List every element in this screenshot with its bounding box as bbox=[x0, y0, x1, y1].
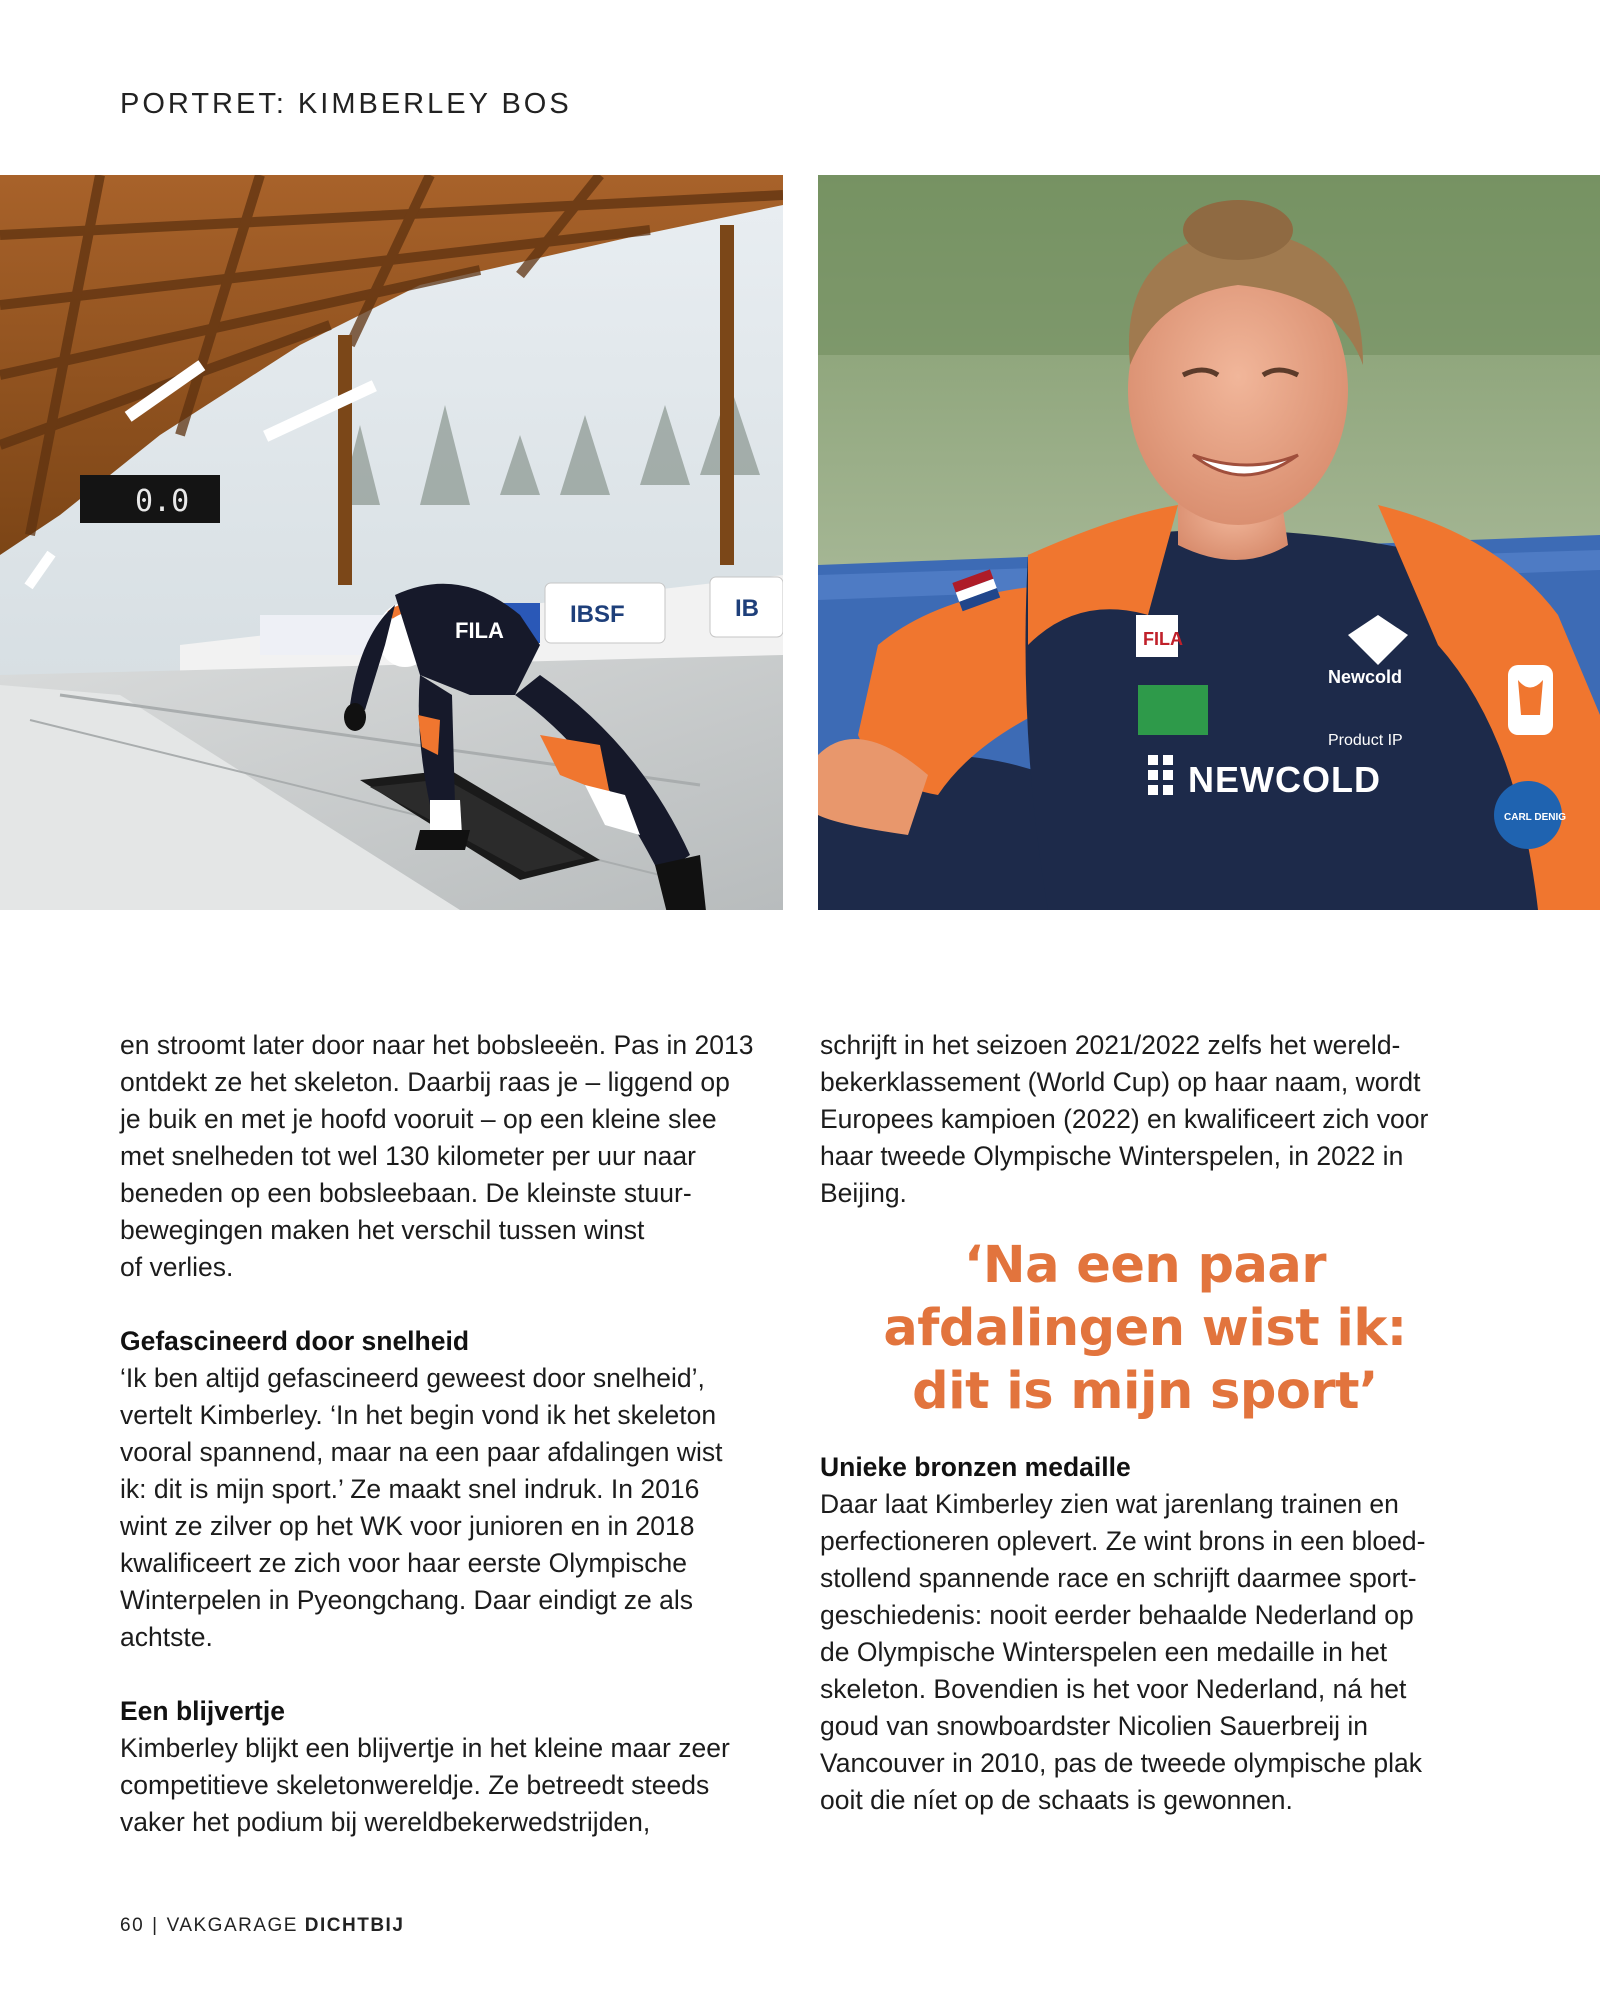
pull-quote-line: afdalingen wist ik: bbox=[883, 1299, 1407, 1358]
page-number: 60 bbox=[120, 1915, 145, 1936]
body-line: Europees kampioen (2022) en kwalificeert zich voor bbox=[820, 1104, 1429, 1134]
product-ip-sponsor: Product IP bbox=[1328, 732, 1403, 749]
body-line: stollend spannende race en schrijft daarmee sport- bbox=[820, 1563, 1417, 1593]
body-line: je buik en met je hoofd vooruit – op een kleine slee bbox=[120, 1104, 717, 1134]
ibsf-banner-label: IBSF bbox=[570, 601, 625, 628]
portrait-illustration bbox=[818, 175, 1600, 910]
body-line: vooral spannend, maar na een paar afdalingen wist bbox=[120, 1437, 723, 1467]
body-line: beneden op een bobsleebaan. De kleinste stuur- bbox=[120, 1178, 692, 1208]
body-line: competitieve skeletonwereldje. Ze betreedt steeds bbox=[120, 1770, 710, 1800]
body-line: achtste. bbox=[120, 1622, 213, 1652]
body-line: geschiedenis: nooit eerder behaalde Nederland op bbox=[820, 1600, 1414, 1630]
body-line: Winterpelen in Pyeongchang. Daar eindigt ze als bbox=[120, 1585, 694, 1615]
magazine-name: VAKGARAGE bbox=[166, 1915, 298, 1936]
body-line: Kimberley blijkt een blijvertje in het kleine maar zeer bbox=[120, 1733, 730, 1763]
subheading-gefascineerd: Gefascineerd door snelheid bbox=[120, 1326, 470, 1356]
body-line: goud van snowboardster Nicolien Sauerbreij in bbox=[820, 1711, 1368, 1741]
subheading-blijvertje: Een blijvertje bbox=[120, 1696, 285, 1726]
newcold-chest-logo: Newcold bbox=[1328, 667, 1403, 687]
magazine-name-bold: DICHTBIJ bbox=[304, 1915, 405, 1936]
section-paragraph-medaille bbox=[820, 1486, 1480, 1819]
body-line: haar tweede Olympische Winterspelen, in 2022 in bbox=[820, 1141, 1404, 1171]
photo-portrait bbox=[818, 175, 1600, 910]
body-line: de Olympische Winterspelen een medaille in het bbox=[820, 1637, 1388, 1667]
body-line: ooit die níet op de schaats is gewonnen. bbox=[820, 1785, 1293, 1815]
body-line: Vancouver in 2010, pas de tweede olympische plak bbox=[820, 1748, 1423, 1778]
body-line: met snelheden tot wel 130 kilometer per uur naar bbox=[120, 1141, 696, 1171]
fila-logo-label: FILA bbox=[1143, 629, 1183, 649]
pull-quote bbox=[820, 1234, 1480, 1423]
body-line: ‘Ik ben altijd gefascineerd geweest door snelheid’, bbox=[120, 1363, 705, 1393]
body-line: bewegingen maken het verschil tussen winst bbox=[120, 1215, 645, 1245]
jersey-fila-label: FILA bbox=[455, 618, 504, 643]
body-line: bekerklassement (World Cup) op haar naam, wordt bbox=[820, 1067, 1421, 1097]
skeleton-start-illustration bbox=[0, 175, 783, 910]
intro-paragraph bbox=[120, 1027, 785, 1286]
body-line: kwalificeert ze zich voor haar eerste Olympische bbox=[120, 1548, 688, 1578]
article-column-left bbox=[120, 1027, 785, 1841]
body-line: ontdekt ze het skeleton. Daarbij raas je – liggend op bbox=[120, 1067, 730, 1097]
scoreboard-readout: 0.0 bbox=[135, 484, 190, 519]
body-line: vaker het podium bij wereldbekerwedstrijden, bbox=[120, 1807, 651, 1837]
subheading-bronzen-medaille: Unieke bronzen medaille bbox=[820, 1452, 1131, 1482]
body-line: ik: dit is mijn sport.’ Ze maakt snel indruk. In 2016 bbox=[120, 1474, 700, 1504]
body-line: schrijft in het seizoen 2021/2022 zelfs het wereld- bbox=[820, 1030, 1401, 1060]
pull-quote-line: ‘Na een paar bbox=[964, 1236, 1326, 1295]
footer-separator: | bbox=[152, 1915, 159, 1936]
photo-skeleton-start bbox=[0, 175, 783, 910]
section-paragraph-blijvertje bbox=[120, 1730, 785, 1841]
body-line: skeleton. Bovendien is het voor Nederland, ná het bbox=[820, 1674, 1407, 1704]
continuation-paragraph bbox=[820, 1027, 1480, 1212]
body-line: vertelt Kimberley. ‘In het begin vond ik het skeleton bbox=[120, 1400, 717, 1430]
page-footer bbox=[120, 1915, 404, 1937]
carl-denig-patch: CARL DENIG bbox=[1504, 812, 1567, 823]
body-line: Beijing. bbox=[820, 1178, 907, 1208]
body-line: en stroomt later door naar het bobsleeën. Pas in 2013 bbox=[120, 1030, 754, 1060]
ibsf-banner-label-2: IB bbox=[735, 595, 759, 622]
body-line: Daar laat Kimberley zien wat jarenlang trainen en bbox=[820, 1489, 1399, 1519]
newcold-jersey-text: NEWCOLD bbox=[1188, 759, 1381, 800]
section-paragraph-snelheid bbox=[120, 1360, 785, 1656]
body-line: of verlies. bbox=[120, 1252, 234, 1282]
body-line: perfectioneren oplevert. Ze wint brons in een bloed- bbox=[820, 1526, 1426, 1556]
article-column-right bbox=[820, 1027, 1480, 1819]
body-line: wint ze zilver op het WK voor junioren en in 2018 bbox=[120, 1511, 695, 1541]
pull-quote-line: dit is mijn sport’ bbox=[912, 1362, 1378, 1421]
section-header: PORTRET: KIMBERLEY BOS bbox=[120, 88, 572, 120]
